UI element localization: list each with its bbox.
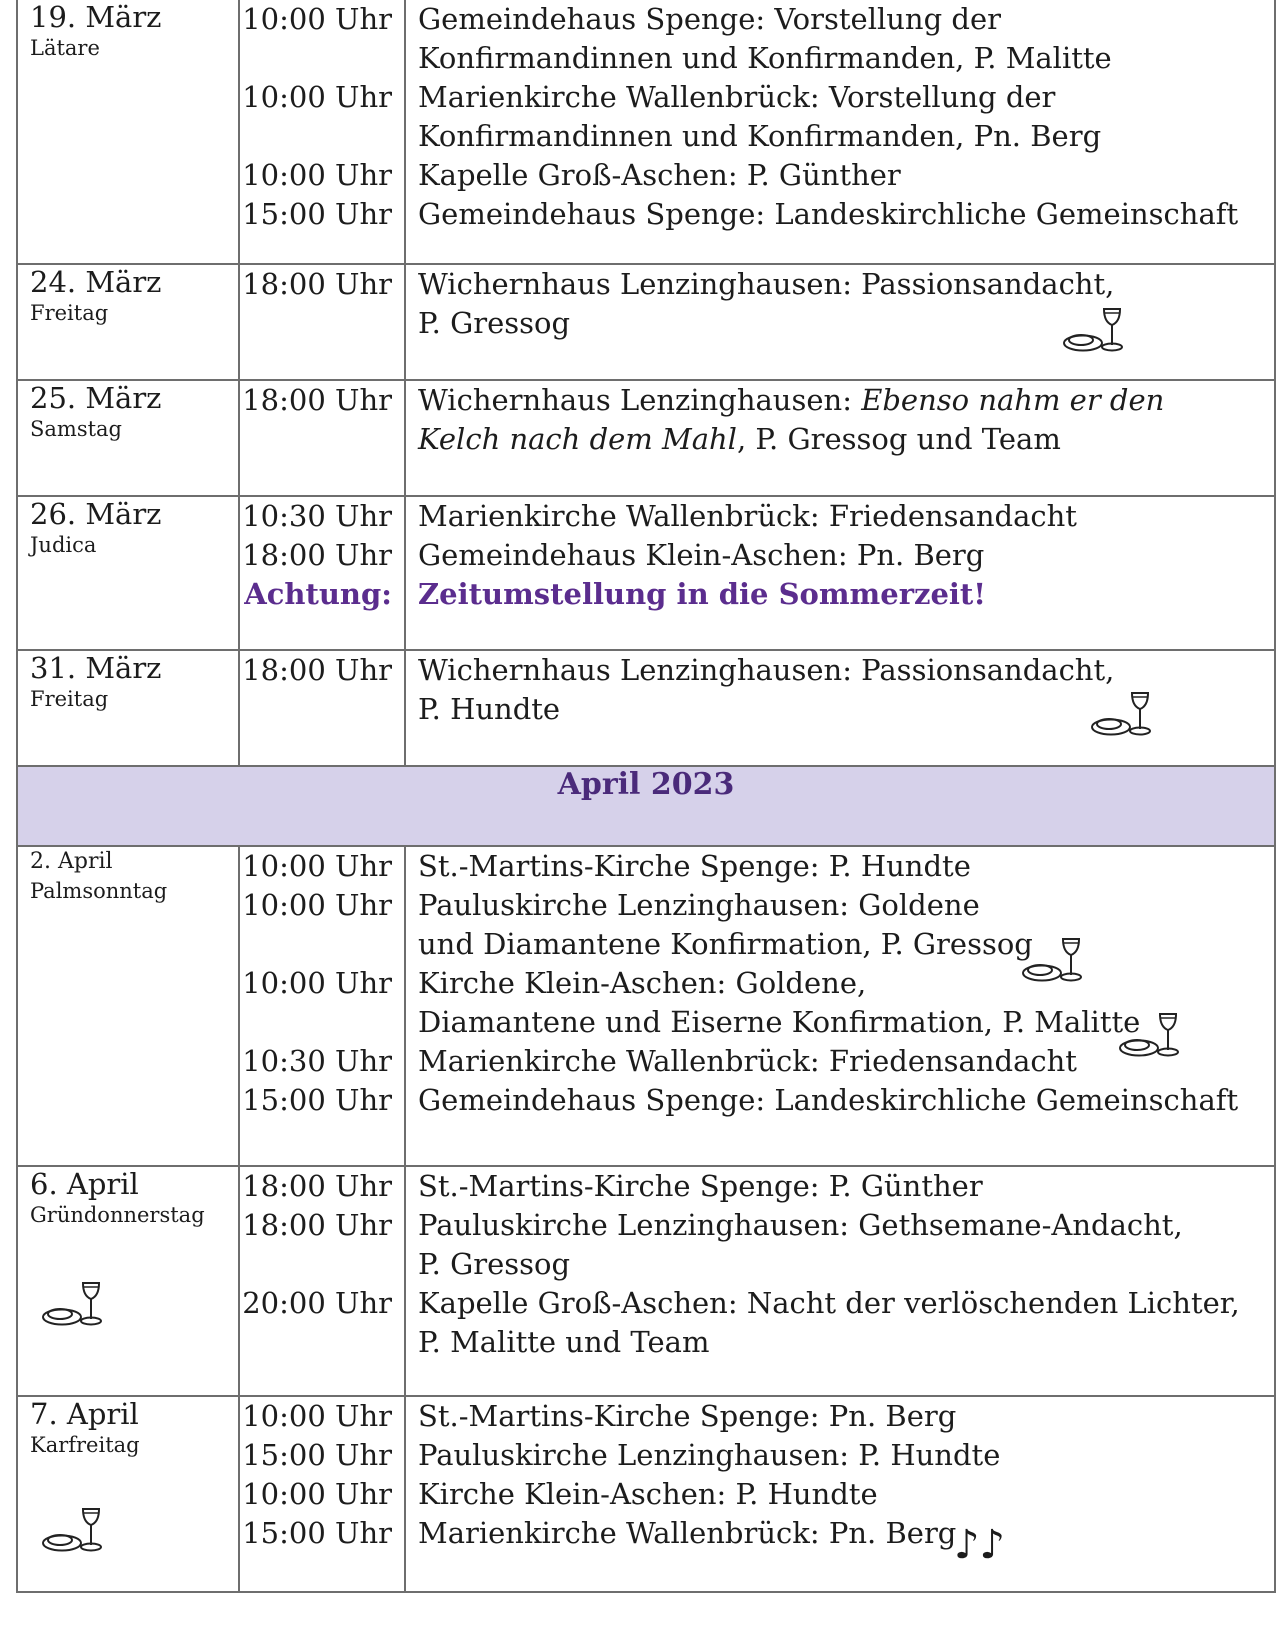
date-cell (17, 846, 239, 1166)
table-row (17, 0, 1275, 264)
date-cell (17, 496, 239, 650)
event-text: Marienkirche Wallenbrück: Friedensandacht (418, 1044, 1077, 1078)
table-row (17, 264, 1275, 380)
time-cell (239, 0, 405, 264)
date-label: 26. März (30, 497, 162, 531)
time-cell (239, 264, 405, 380)
day-label: Samstag (30, 417, 122, 441)
event-text (418, 420, 1274, 459)
date-cell (17, 0, 239, 264)
event-text: Pauluskirche Lenzinghausen: Goldene (418, 888, 980, 922)
music-notes-icon: ♪♪ (954, 1522, 1006, 1568)
event-text: Diamantene und Eiserne Konfirmation, P. Malitte (418, 1005, 1141, 1039)
event-text: Konfirmandinnen und Konfirmanden, Pn. Berg (418, 119, 1102, 153)
time-label: 20:00 Uhr (242, 1286, 392, 1320)
date-cell (17, 264, 239, 380)
time-label: 10:00 Uhr (242, 888, 392, 922)
event-text: Marienkirche Wallenbrück: Pn. Berg (418, 1516, 957, 1550)
communion-icon (1117, 1012, 1179, 1058)
time-label: 10:00 Uhr (242, 80, 392, 114)
event-text-italic: Ebenso nahm er den (861, 383, 1165, 417)
communion-icon (1089, 691, 1151, 737)
time-label: 18:00 Uhr (242, 1169, 392, 1203)
time-change-notice: Zeitumstellung in die Sommerzeit! (418, 577, 987, 611)
time-cell (239, 1166, 405, 1396)
table-row (17, 1396, 1275, 1592)
event-text: Kapelle Groß-Aschen: P. Günther (418, 158, 901, 192)
date-cell (17, 650, 239, 766)
table-row (17, 380, 1275, 496)
date-label: 25. März (30, 381, 162, 415)
description-cell (405, 380, 1275, 496)
time-cell (239, 380, 405, 496)
event-text: P. Hundte (418, 692, 561, 726)
day-label: Karfreitag (30, 1433, 140, 1457)
event-text: P. Gressog (418, 306, 571, 340)
time-label: 10:00 Uhr (242, 966, 392, 1000)
description-cell (405, 496, 1275, 650)
communion-icon (40, 1507, 102, 1553)
time-label: 15:00 Uhr (242, 197, 392, 231)
time-label: 10:00 Uhr (242, 2, 392, 36)
time-cell (239, 650, 405, 766)
time-cell (239, 496, 405, 650)
table-row (17, 1166, 1275, 1396)
event-text-prefix: Wichernhaus Lenzinghausen: (418, 383, 862, 417)
date-cell (17, 380, 239, 496)
communion-icon (1020, 937, 1082, 983)
time-label: 10:00 Uhr (242, 849, 392, 883)
event-text: Gemeindehaus Spenge: Landeskirchliche Gemeinschaft (418, 197, 1239, 231)
date-label: 2. April (30, 849, 113, 874)
event-text: St.-Martins-Kirche Spenge: P. Günther (418, 1169, 983, 1203)
description-cell (405, 1396, 1275, 1592)
date-cell (17, 1166, 239, 1396)
date-label: 31. März (30, 651, 162, 685)
event-text: Wichernhaus Lenzinghausen: Passionsandacht, (418, 653, 1115, 687)
event-text: Konfirmandinnen und Konfirmanden, P. Malitte (418, 41, 1112, 75)
time-label: 18:00 Uhr (242, 538, 392, 572)
time-cell (239, 846, 405, 1166)
date-label: 24. März (30, 265, 162, 299)
table-row (17, 846, 1275, 1166)
time-cell (239, 1396, 405, 1592)
event-text: und Diamantene Konfirmation, P. Gressog (418, 927, 1033, 961)
event-text: P. Gressog (418, 1247, 571, 1281)
time-label: 15:00 Uhr (242, 1516, 392, 1550)
date-label: 7. April (30, 1397, 139, 1431)
day-label: Gründonnerstag (30, 1203, 205, 1227)
time-label: 18:00 Uhr (242, 267, 392, 301)
event-text: Gemeindehaus Spenge: Landeskirchliche Gemeinschaft (418, 1083, 1239, 1117)
event-text: Kirche Klein-Aschen: Goldene, (418, 966, 867, 1000)
time-label: 10:30 Uhr (242, 499, 392, 533)
date-label: 6. April (30, 1167, 139, 1201)
description-cell (405, 1166, 1275, 1396)
description-cell (405, 0, 1275, 264)
time-label: 18:00 Uhr (242, 1208, 392, 1242)
event-text: Pauluskirche Lenzinghausen: P. Hundte (418, 1438, 1001, 1472)
event-text: Pauluskirche Lenzinghausen: Gethsemane-Andacht, (418, 1208, 1183, 1242)
communion-icon (40, 1281, 102, 1327)
event-text: Wichernhaus Lenzinghausen: Passionsandacht, (418, 267, 1115, 301)
event-text-italic: Kelch nach dem Mahl (418, 422, 737, 456)
time-label: 10:00 Uhr (242, 1477, 392, 1511)
time-label: 18:00 Uhr (242, 653, 392, 687)
date-cell (17, 1396, 239, 1592)
day-label: Judica (30, 533, 97, 557)
event-text-suffix: , P. Gressog und Team (736, 422, 1061, 456)
table-row (17, 496, 1275, 650)
event-text: Marienkirche Wallenbrück: Vorstellung der (418, 80, 1056, 114)
description-cell (405, 846, 1275, 1166)
time-label: 10:30 Uhr (242, 1044, 392, 1078)
date-label: 19. März (30, 0, 162, 34)
event-text: P. Malitte und Team (418, 1325, 710, 1359)
event-text: St.-Martins-Kirche Spenge: P. Hundte (418, 849, 971, 883)
table-row (17, 650, 1275, 766)
event-text: St.-Martins-Kirche Spenge: Pn. Berg (418, 1399, 957, 1433)
event-text (418, 381, 1274, 420)
day-label: Freitag (30, 687, 109, 711)
time-label: 15:00 Uhr (242, 1438, 392, 1472)
time-label: 18:00 Uhr (242, 383, 392, 417)
day-label: Lätare (30, 36, 100, 60)
time-label: 10:00 Uhr (242, 158, 392, 192)
attention-label: Achtung: (244, 577, 392, 611)
month-header-row (17, 766, 1275, 846)
day-label: Freitag (30, 301, 109, 325)
description-cell (405, 264, 1275, 380)
day-label: Palmsonntag (30, 879, 168, 903)
communion-icon (1061, 307, 1123, 353)
time-label: 10:00 Uhr (242, 1399, 392, 1433)
month-title: April 2023 (557, 767, 735, 802)
event-text: Kapelle Groß-Aschen: Nacht der verlöschenden Lichter, (418, 1286, 1240, 1320)
event-text: Marienkirche Wallenbrück: Friedensandacht (418, 499, 1077, 533)
description-cell (405, 650, 1275, 766)
event-text: Gemeindehaus Klein-Aschen: Pn. Berg (418, 538, 985, 572)
service-schedule-table (16, 0, 1276, 1593)
month-header (17, 766, 1275, 846)
event-text: Kirche Klein-Aschen: P. Hundte (418, 1477, 878, 1511)
event-text: Gemeindehaus Spenge: Vorstellung der (418, 2, 1001, 36)
time-label: 15:00 Uhr (242, 1083, 392, 1117)
